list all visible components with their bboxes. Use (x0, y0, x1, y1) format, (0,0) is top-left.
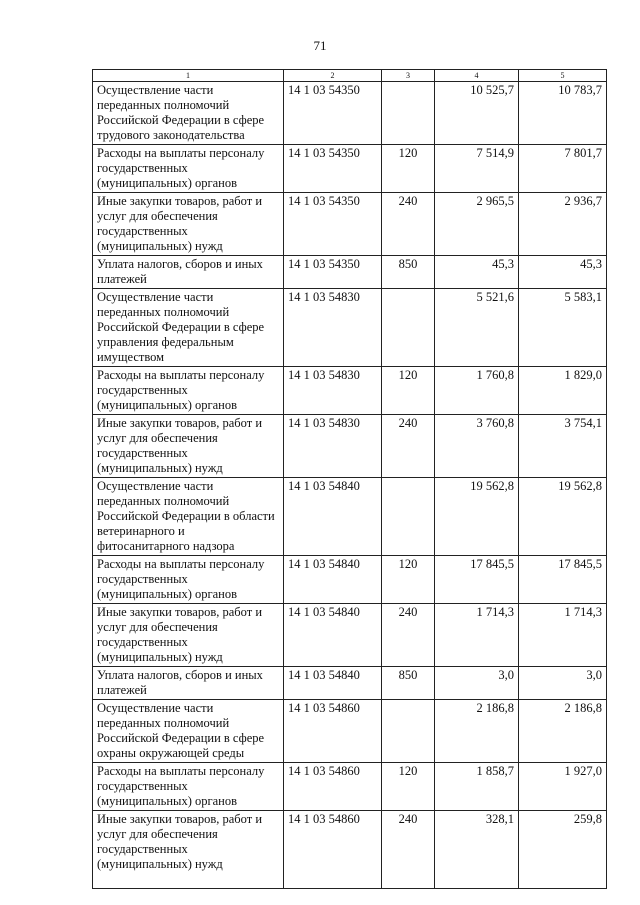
table-row (93, 289, 607, 367)
cell-amount-year1: 17 845,5 (435, 556, 519, 604)
cell-name: Осуществление части переданных полномочий Российской Федерации в сфере охраны окружающей среды (93, 700, 284, 763)
page-number: 71 (313, 38, 327, 53)
cell-amount-year1: 2 965,5 (435, 193, 519, 256)
header-col-1: 1 (93, 70, 284, 82)
table-row (93, 667, 607, 700)
cell-code: 14 1 03 54860 (284, 811, 382, 889)
cell-amount-year1: 5 521,6 (435, 289, 519, 367)
cell-amount-year1: 1 714,3 (435, 604, 519, 667)
table-row (93, 256, 607, 289)
cell-name: Расходы на выплаты персоналу государственных (муниципальных) органов (93, 145, 284, 193)
table-body (93, 82, 607, 889)
cell-expense-type (382, 82, 435, 145)
cell-expense-type: 120 (382, 145, 435, 193)
table-row (93, 700, 607, 763)
table-row (93, 145, 607, 193)
budget-table (92, 69, 607, 889)
cell-name: Осуществление части переданных полномочий Российской Федерации в сфере трудового законодательства (93, 82, 284, 145)
cell-amount-year1: 3 760,8 (435, 415, 519, 478)
cell-amount-year2: 2 936,7 (519, 193, 607, 256)
cell-name: Иные закупки товаров, работ и услуг для обеспечения государственных (муниципальных) нужд (93, 604, 284, 667)
cell-amount-year1: 1 858,7 (435, 763, 519, 811)
cell-name: Иные закупки товаров, работ и услуг для обеспечения государственных (муниципальных) нужд (93, 193, 284, 256)
cell-expense-type: 240 (382, 193, 435, 256)
cell-amount-year2: 10 783,7 (519, 82, 607, 145)
cell-name: Иные закупки товаров, работ и услуг для обеспечения государственных (муниципальных) нужд (93, 811, 284, 889)
cell-name: Расходы на выплаты персоналу государственных (муниципальных) органов (93, 763, 284, 811)
header-col-4: 4 (435, 70, 519, 82)
cell-amount-year2: 1 829,0 (519, 367, 607, 415)
header-col-3: 3 (382, 70, 435, 82)
table-row (93, 763, 607, 811)
header-row (93, 70, 607, 82)
cell-name: Расходы на выплаты персоналу государственных (муниципальных) органов (93, 556, 284, 604)
table-row (93, 82, 607, 145)
header-col-5: 5 (519, 70, 607, 82)
table-row (93, 556, 607, 604)
cell-code: 14 1 03 54840 (284, 478, 382, 556)
cell-expense-type: 240 (382, 604, 435, 667)
cell-name: Иные закупки товаров, работ и услуг для обеспечения государственных (муниципальных) нужд (93, 415, 284, 478)
cell-amount-year1: 1 760,8 (435, 367, 519, 415)
table-row (93, 415, 607, 478)
cell-amount-year2: 3 754,1 (519, 415, 607, 478)
cell-code: 14 1 03 54350 (284, 82, 382, 145)
header-col-2: 2 (284, 70, 382, 82)
cell-code: 14 1 03 54350 (284, 256, 382, 289)
cell-name: Уплата налогов, сборов и иных платежей (93, 256, 284, 289)
cell-amount-year1: 2 186,8 (435, 700, 519, 763)
cell-name: Уплата налогов, сборов и иных платежей (93, 667, 284, 700)
table-header (93, 70, 607, 82)
cell-code: 14 1 03 54840 (284, 604, 382, 667)
cell-code: 14 1 03 54840 (284, 667, 382, 700)
cell-amount-year2: 45,3 (519, 256, 607, 289)
cell-amount-year2: 259,8 (519, 811, 607, 889)
cell-code: 14 1 03 54830 (284, 289, 382, 367)
table-row (93, 367, 607, 415)
cell-code: 14 1 03 54860 (284, 763, 382, 811)
cell-amount-year2: 7 801,7 (519, 145, 607, 193)
cell-code: 14 1 03 54840 (284, 556, 382, 604)
cell-amount-year2: 1 927,0 (519, 763, 607, 811)
cell-code: 14 1 03 54350 (284, 145, 382, 193)
cell-expense-type: 850 (382, 667, 435, 700)
cell-amount-year2: 2 186,8 (519, 700, 607, 763)
cell-expense-type: 240 (382, 811, 435, 889)
cell-amount-year1: 45,3 (435, 256, 519, 289)
cell-expense-type (382, 289, 435, 367)
cell-amount-year1: 328,1 (435, 811, 519, 889)
cell-amount-year2: 17 845,5 (519, 556, 607, 604)
cell-expense-type: 120 (382, 367, 435, 415)
cell-name: Осуществление части переданных полномочий Российской Федерации в области ветеринарного и фитосанитарного надзора (93, 478, 284, 556)
cell-amount-year2: 3,0 (519, 667, 607, 700)
cell-amount-year1: 19 562,8 (435, 478, 519, 556)
table-row (93, 604, 607, 667)
cell-code: 14 1 03 54860 (284, 700, 382, 763)
cell-name: Расходы на выплаты персоналу государственных (муниципальных) органов (93, 367, 284, 415)
cell-expense-type: 240 (382, 415, 435, 478)
cell-amount-year2: 5 583,1 (519, 289, 607, 367)
cell-amount-year1: 7 514,9 (435, 145, 519, 193)
cell-code: 14 1 03 54830 (284, 415, 382, 478)
cell-code: 14 1 03 54350 (284, 193, 382, 256)
cell-code: 14 1 03 54830 (284, 367, 382, 415)
cell-amount-year1: 3,0 (435, 667, 519, 700)
cell-name: Осуществление части переданных полномочий Российской Федерации в сфере управления федеральным имуществом (93, 289, 284, 367)
cell-amount-year2: 1 714,3 (519, 604, 607, 667)
table-row (93, 811, 607, 889)
cell-amount-year1: 10 525,7 (435, 82, 519, 145)
cell-expense-type: 850 (382, 256, 435, 289)
cell-expense-type (382, 478, 435, 556)
cell-expense-type: 120 (382, 763, 435, 811)
cell-expense-type (382, 700, 435, 763)
table-row (93, 193, 607, 256)
table-row (93, 478, 607, 556)
cell-amount-year2: 19 562,8 (519, 478, 607, 556)
cell-expense-type: 120 (382, 556, 435, 604)
